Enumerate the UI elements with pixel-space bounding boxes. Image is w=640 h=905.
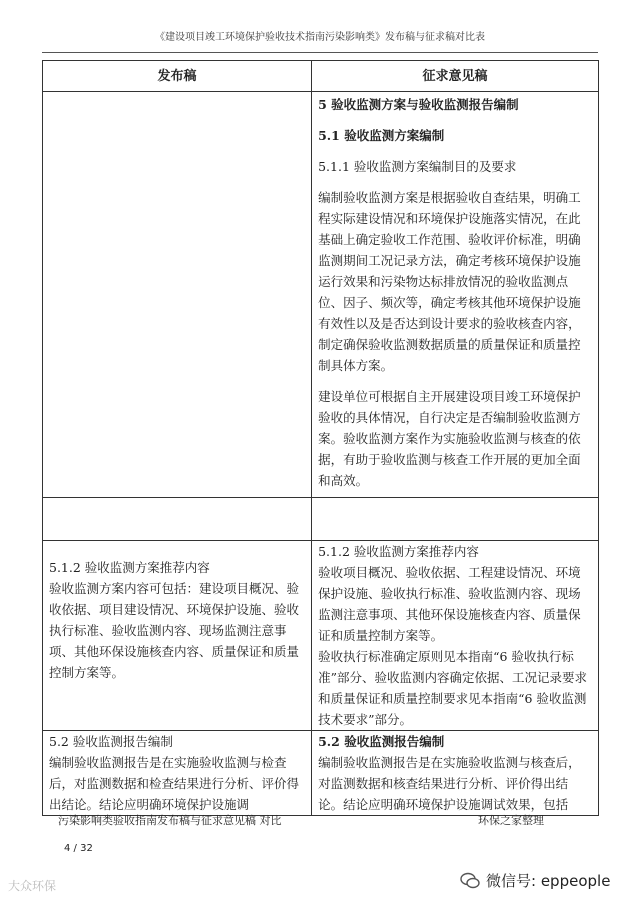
watermark-wechat-id: 微信号: eppeople: [486, 872, 611, 890]
section-5-1-2-left-body: 验收监测方案内容可包括：建设项目概况、验收依据、项目建设情况、环境保护设施、验收执行标准、验收监测内容、现场监测注意事项、其他环保设施核查内容、质量保证和质量控制方案等。: [49, 581, 300, 680]
row3-right-cell: [312, 541, 599, 731]
section-5-1-1-heading: 5.1.1 验收监测方案编制目的及要求: [318, 159, 517, 174]
section-5-1-heading: 5.1 验收监测方案编制: [318, 128, 445, 143]
watermark-left: 大众环保: [8, 879, 57, 893]
section-5-2-right-body: 编制验收监测报告是在实施验收监测与核查后，对监测数据和核查结果进行分析、评价得出结论。结论应明确环境保护设施调试效果，包括: [318, 755, 581, 812]
row4-left-cell: [43, 731, 312, 816]
paragraph-monitoring-plan: 编制验收监测方案是根据验收自查结果，明确工程实际建设情况和环境保护设施落实情况，在此基础上确定验收工作范围、验收评价标准，明确监测期间工况记录方法，确定考核环境保护设施运行效果和污染物达标排放情况的验收监测点位、因子、频次等，确定考核其他环境保护设施有效性以及是否达到设计要求的验收核查内容，制定确保验收监测数据质量的质量保证和质量控制具体方案。: [318, 190, 581, 373]
page-number: 4 / 32: [64, 843, 93, 854]
footer-credit: 环保之家整理: [478, 814, 544, 827]
section-5-1-2-left-heading: 5.1.2 验收监测方案推荐内容: [49, 560, 210, 575]
column-header-published: 发布稿: [43, 61, 312, 92]
section-5-2-right-heading: 5.2 验收监测报告编制: [318, 734, 445, 749]
paragraph-optional-plan: 建设单位可根据自主开展建设项目竣工环境保护验收的具体情况，自行决定是否编制验收监测方案。验收监测方案作为实施验收监测与核查的依据，有助于验收监测与核查工作开展的更加全面和高效。: [318, 389, 581, 488]
wechat-icon: [460, 872, 480, 890]
section-5-2-left-heading: 5.2 验收监测报告编制: [49, 734, 173, 749]
row1-right-cell: [312, 92, 599, 498]
watermark-right: [460, 870, 610, 891]
column-header-draft: 征求意见稿: [312, 61, 599, 92]
comparison-table: [42, 60, 599, 816]
row2-left-cell: [43, 498, 312, 541]
row4-right-cell: [312, 731, 599, 816]
header-divider: [42, 52, 598, 53]
section-5-1-2-right-heading: 5.1.2 验收监测方案推荐内容: [318, 544, 479, 559]
section-5-2-left-body: 编制验收监测报告是在实施验收监测与检查后，对监测数据和检查结果进行分析、评价得出结论。结论应明确环境保护设施调: [49, 755, 300, 812]
row1-left-cell: [43, 92, 312, 498]
section-5-1-2-right-standards: 验收执行标准确定原则见本指南“6 验收执行标准”部分、验收监测内容确定依据、工况记录要求和质量保证和质量控制要求见本指南“6 验收监测技术要求”部分。: [318, 649, 587, 727]
row3-left-cell: [43, 541, 312, 731]
row2-right-cell: [312, 498, 599, 541]
footer-caption: 污染影响类验收指南发布稿与征求意见稿 对比: [58, 814, 282, 827]
section-5-1-2-right-body: 验收项目概况、验收依据、工程建设情况、环境保护设施、验收执行标准、验收监测内容、现场监测注意事项、其他环保设施核查内容、质量保证和质量控制方案等。: [318, 565, 581, 643]
section-5-heading: 5 验收监测方案与验收监测报告编制: [318, 97, 519, 112]
document-header: 《建设项目竣工环境保护验收技术指南污染影响类》发布稿与征求稿对比表: [155, 32, 485, 43]
